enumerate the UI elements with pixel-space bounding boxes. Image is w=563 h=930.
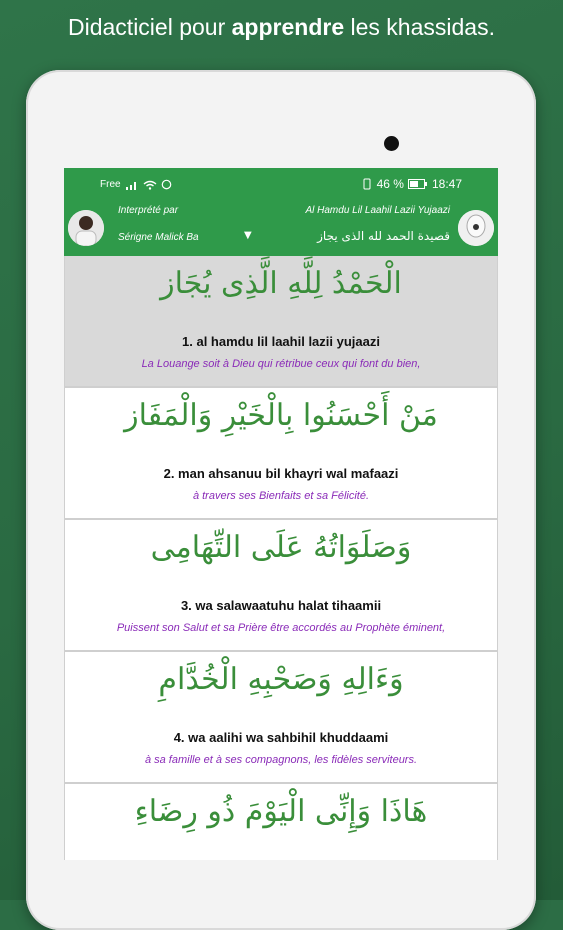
whatsapp-icon (161, 179, 172, 190)
app-header (64, 201, 498, 256)
status-right (361, 177, 462, 191)
verse-arabic: مَنْ أَحْسَنُوا بِالْخَيْرِ وَالْمَفَاز (124, 398, 438, 433)
wifi-icon (143, 180, 157, 190)
vibrate-icon (361, 178, 373, 190)
battery-icon (408, 179, 428, 189)
reciter-avatar[interactable] (68, 210, 104, 246)
verse-item[interactable] (64, 520, 498, 652)
battery-percent: 46 % (376, 177, 404, 191)
carrier-label: Free (100, 179, 121, 190)
verse-transliteration: 4. wa aalihi wa sahbihil khuddaami (173, 730, 389, 745)
verse-translation: à travers ses Bienfaits et sa Félicité. (192, 490, 370, 502)
promo-headline (0, 14, 563, 41)
verse-item[interactable] (64, 388, 498, 520)
verse-arabic: هَاذَا وَإِنِّى الْيَوْمَ ذُو رِضَاءِ (134, 794, 428, 829)
verse-transliteration: 2. man ahsanuu bil khayri wal mafaazi (163, 466, 399, 481)
signal-icon (125, 180, 139, 190)
verse-transliteration: 3. wa salawaatuhu halat tihaamii (180, 598, 382, 613)
author-photo-icon (458, 210, 494, 246)
verse-arabic: وَصَلَوَاتُهُ عَلَى التِّهَامِى (150, 530, 412, 565)
verse-item[interactable] (64, 784, 498, 860)
clock: 18:47 (431, 177, 462, 191)
app-screen (64, 168, 498, 860)
reciter-photo-icon (68, 210, 104, 246)
dropdown-arrow-icon[interactable]: ▼ (244, 230, 252, 241)
khassida-title-latin: Al Hamdu Lil Laahil Lazii Yujaazi (305, 205, 450, 216)
verse-list (64, 256, 498, 860)
headline-part2: les khassidas. (344, 14, 495, 40)
author-avatar[interactable] (458, 210, 494, 246)
verse-arabic: الْحَمْدُ لِلَّهِ الَّذِى يُجَاز (160, 266, 402, 301)
verse-arabic: وَءَالِهِ وَصَحْبِهِ الْخُدَّامِ (158, 662, 404, 697)
verse-item[interactable] (64, 652, 498, 784)
verse-translation: à sa famille et à ses compagnons, les fidèles serviteurs. (144, 754, 418, 766)
camera-icon (384, 136, 399, 151)
khassida-title-arabic: قصيدة الحمد لله الذى يجاز (317, 229, 450, 243)
interpreted-by-label: Interprété par (118, 205, 179, 216)
verse-translation: Puissent son Salut et sa Prière être accordés au Prophète éminent, (116, 622, 446, 634)
verse-translation: La Louange soit à Dieu qui rétribue ceux qui font du bien, (141, 358, 421, 370)
status-left (100, 179, 172, 190)
status-bar (64, 168, 498, 201)
headline-part1: Didacticiel pour (68, 14, 232, 40)
headline-bold: apprendre (231, 14, 345, 40)
reciter-select[interactable]: Sérigne Malick Ba (118, 232, 199, 243)
verse-transliteration: 1. al hamdu lil laahil lazii yujaazi (182, 334, 380, 349)
verse-item[interactable] (64, 256, 498, 388)
